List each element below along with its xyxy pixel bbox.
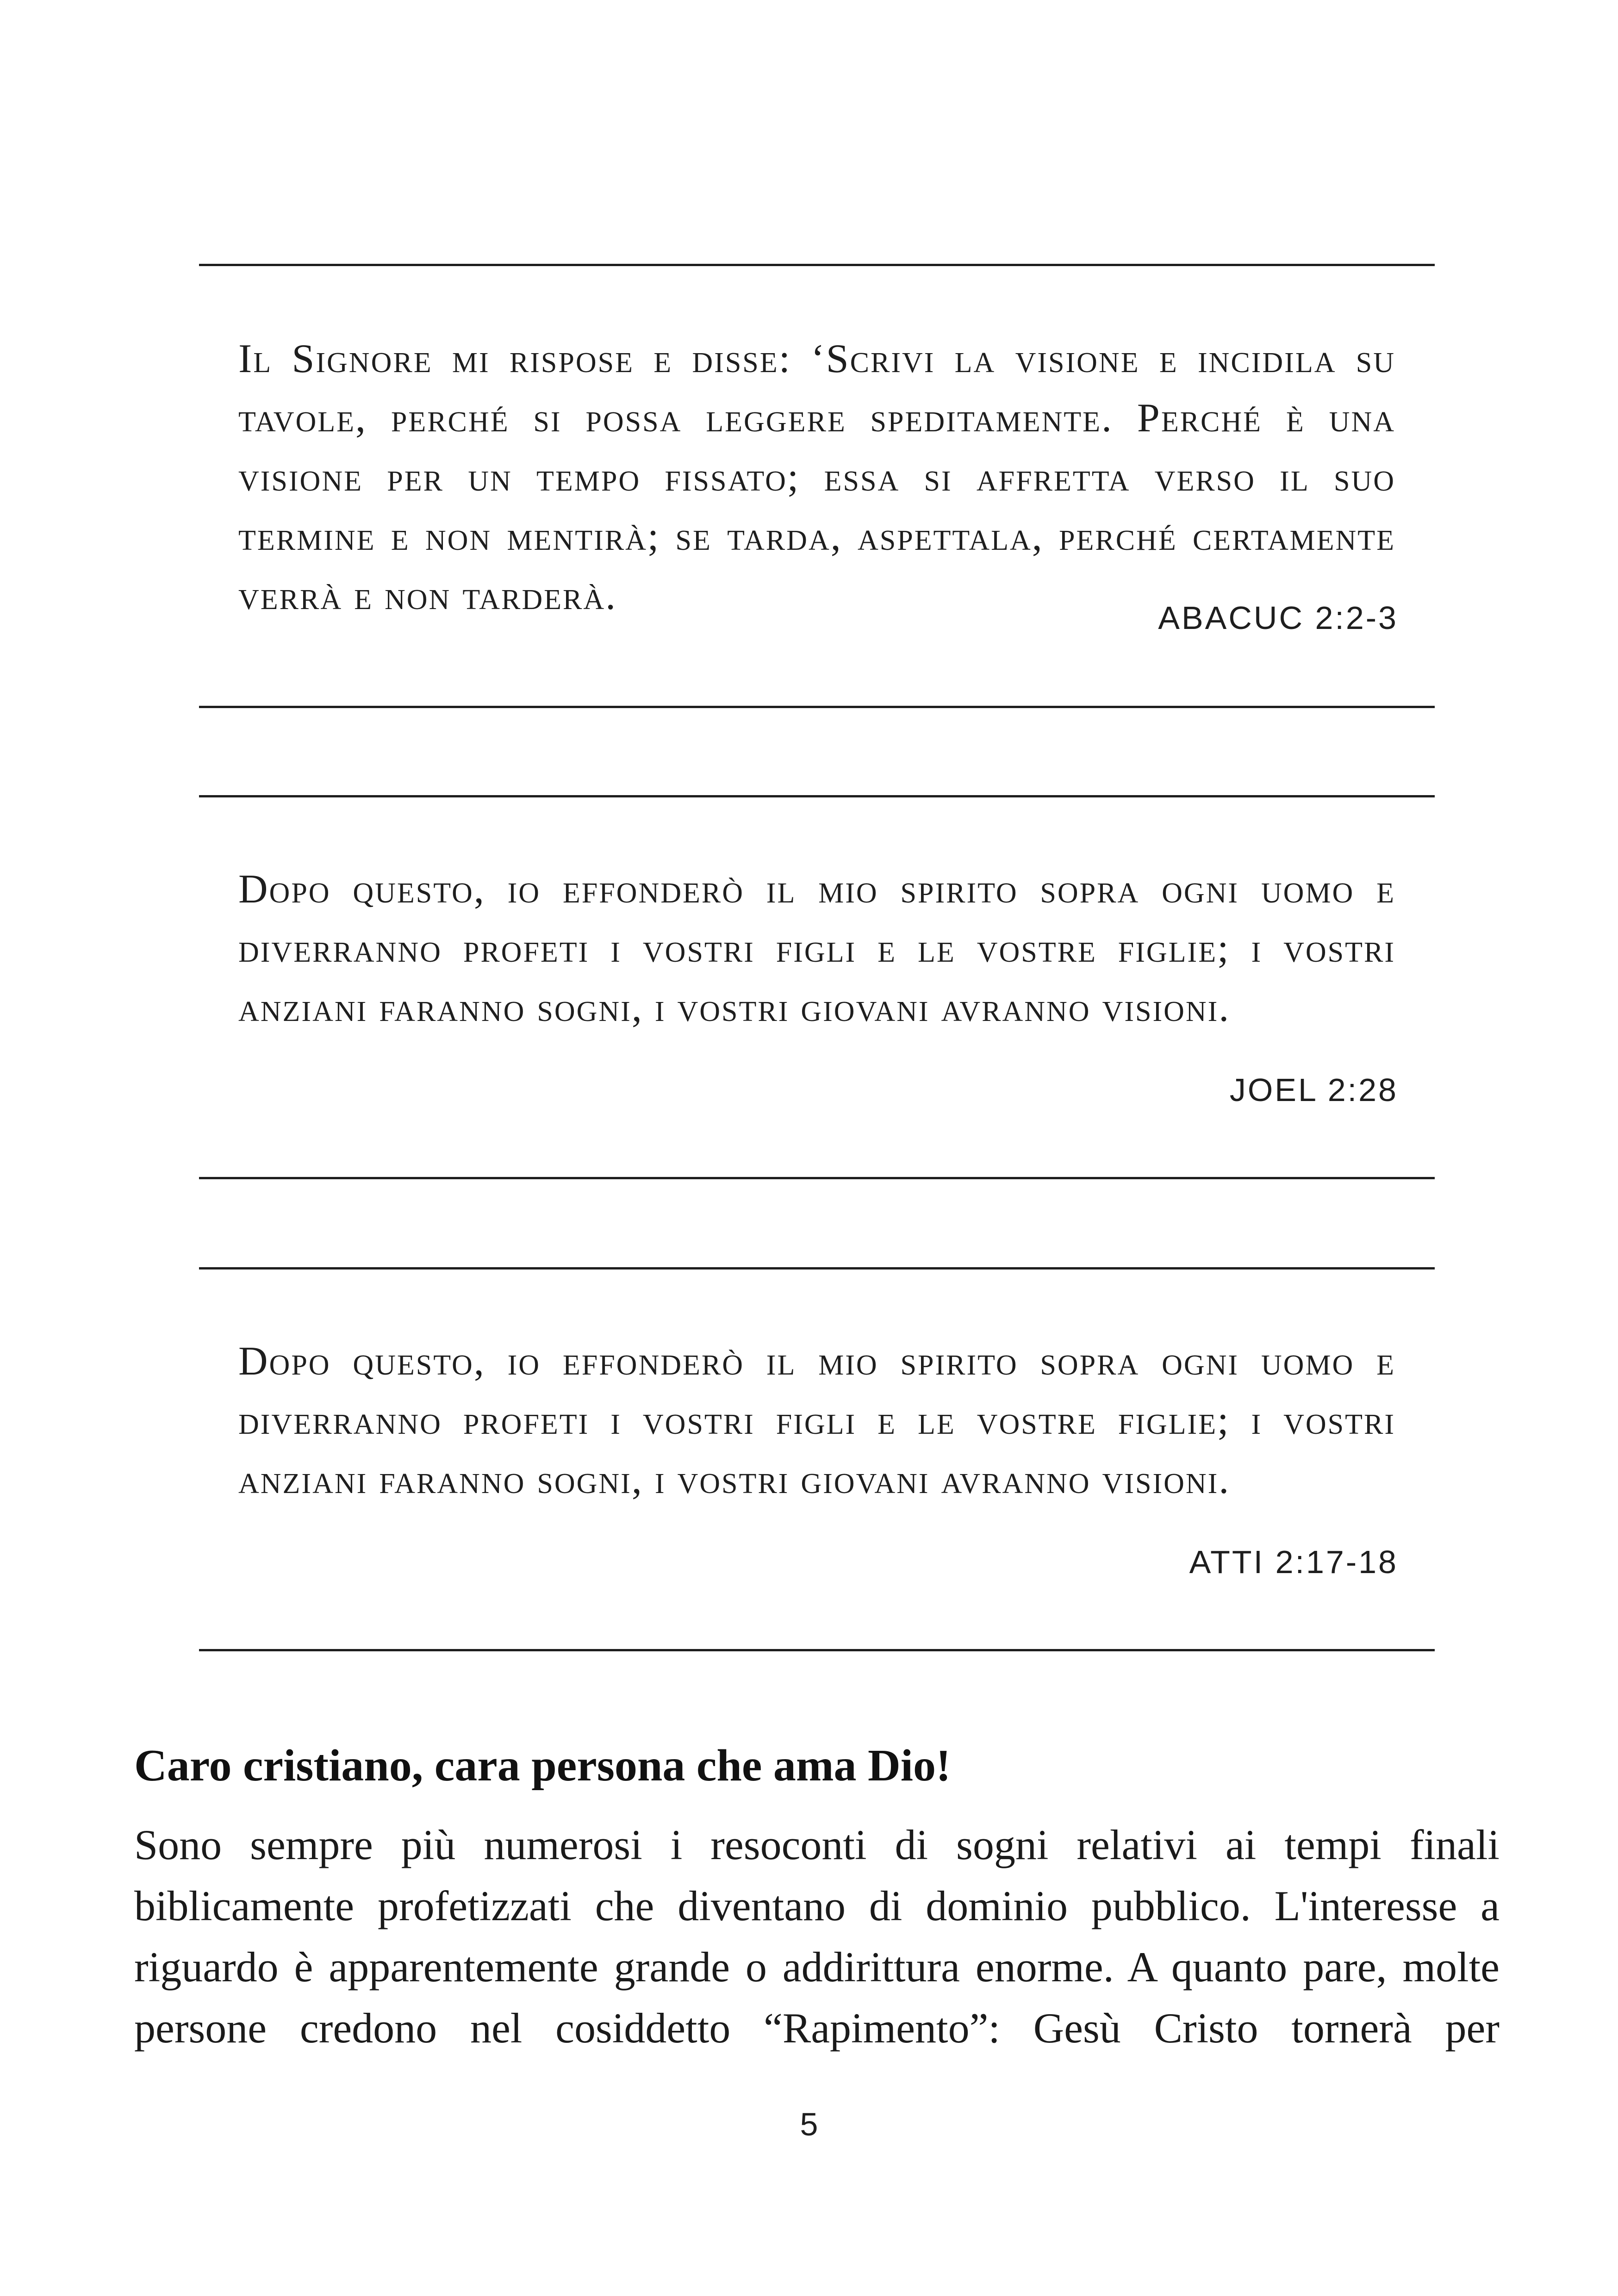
section-heading: Caro cristiano, cara persona che ama Dio! <box>134 1741 951 1791</box>
quote-1-top-rule <box>199 264 1435 266</box>
quote-2-reference: JOEL 2:28 <box>1229 1072 1398 1108</box>
quote-1-text: Il Signore mi rispose e disse: ‘Scrivi la visione e incidila su tavole, perché si possa leggere speditamente. Perché è una visione per un tempo fissato; essa si affretta verso il suo termine e non mentirà; se tarda, aspettala, perché certamente verrà e non tarderà. <box>238 336 1395 618</box>
page-number: 5 <box>800 2106 818 2142</box>
section-body: Sono sempre più numerosi i resoconti di sogni relativi ai tempi finali biblicamente profetizzati che diventano di dominio pubblico. L'interesse a riguardo è apparentemente grande o addirittura enorme. A quanto pare, molte persone credono nel cosiddetto “Rapimento”: Gesù Cristo tornerà per <box>134 1821 1500 2052</box>
quote-3-top-rule <box>199 1267 1435 1269</box>
quote-3-reference: ATTI 2:17-18 <box>1189 1544 1398 1580</box>
quote-3-text: Dopo questo, io effonderò il mio spirito sopra ogni uomo e diverranno profeti i vostri figli e le vostre figlie; i vostri anziani faranno sogni, i vostri giovani avranno visioni. <box>238 1339 1395 1502</box>
quote-3-bottom-rule <box>199 1649 1435 1651</box>
quote-1-bottom-rule <box>199 706 1435 708</box>
quote-2-bottom-rule <box>199 1177 1435 1179</box>
quote-2-top-rule <box>199 795 1435 797</box>
quote-2-text: Dopo questo, io effonderò il mio spirito sopra ogni uomo e diverranno profeti i vostri figli e le vostre figlie; i vostri anziani faranno sogni, i vostri giovani avranno visioni. <box>238 867 1395 1030</box>
quote-1-reference: ABACUC 2:2-3 <box>1158 600 1398 636</box>
